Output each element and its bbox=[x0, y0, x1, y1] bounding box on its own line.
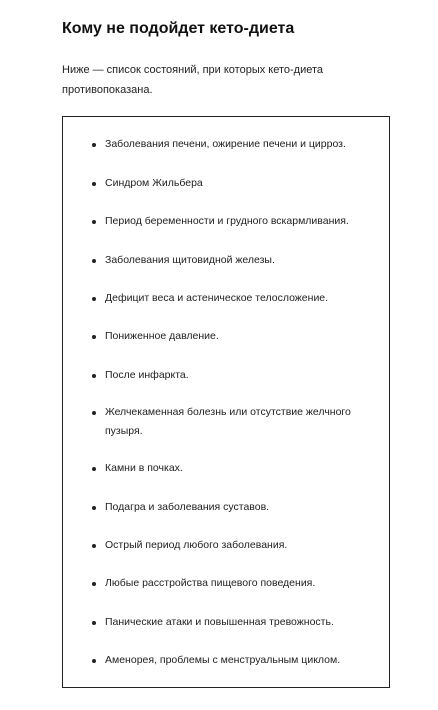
bullet-icon bbox=[92, 143, 96, 147]
bullet-icon bbox=[92, 621, 96, 625]
list-item bbox=[105, 327, 381, 346]
list-item bbox=[105, 613, 381, 632]
article-intro: Ниже — список состояний, при которых кето-диета противопоказана. bbox=[62, 64, 324, 96]
list-item bbox=[105, 135, 381, 154]
bullet-icon bbox=[92, 374, 96, 378]
list-item-text: Желчекаменная болезнь или отсутствие желчного пузыря. bbox=[105, 406, 351, 437]
list-item bbox=[105, 251, 381, 270]
article-title: Кому не подойдет кето-диета bbox=[62, 20, 295, 37]
list-item-text: Любые расстройства пищевого поведения. bbox=[105, 577, 316, 589]
list-item bbox=[105, 289, 381, 308]
list-item bbox=[105, 574, 381, 593]
bullet-icon bbox=[92, 297, 96, 301]
contraindications-box bbox=[62, 116, 390, 688]
list-item-text: Заболевания печени, ожирение печени и цирроз. bbox=[105, 138, 346, 150]
list-item bbox=[105, 174, 381, 193]
bullet-icon bbox=[92, 411, 96, 415]
list-item bbox=[105, 498, 381, 517]
list-item-text: После инфаркта. bbox=[105, 369, 189, 381]
list-item-text: Камни в почках. bbox=[105, 462, 183, 474]
bullet-icon bbox=[92, 659, 96, 663]
list-item-text: Пониженное давление. bbox=[105, 330, 219, 342]
list-item-text: Острый период любого заболевания. bbox=[105, 539, 288, 551]
list-item bbox=[105, 212, 381, 231]
list-item-text: Подагра и заболевания суставов. bbox=[105, 501, 270, 513]
bullet-icon bbox=[92, 506, 96, 510]
list-item-text: Дефицит веса и астеническое телосложение. bbox=[105, 292, 329, 304]
list-item-text: Период беременности и грудного вскармливания. bbox=[105, 215, 349, 227]
list-item bbox=[105, 366, 381, 385]
list-item-text: Синдром Жильбера bbox=[105, 177, 203, 189]
bullet-icon bbox=[92, 335, 96, 339]
bullet-icon bbox=[92, 259, 96, 263]
bullet-icon bbox=[92, 182, 96, 186]
list-item-text: Аменорея, проблемы с менструальным циклом. bbox=[105, 654, 341, 666]
bullet-icon bbox=[92, 220, 96, 224]
bullet-icon bbox=[92, 582, 96, 586]
bullet-icon bbox=[92, 544, 96, 548]
list-item bbox=[105, 403, 381, 441]
list-item bbox=[105, 651, 381, 670]
bullet-icon bbox=[92, 467, 96, 471]
list-item-text: Заболевания щитовидной железы. bbox=[105, 254, 275, 266]
list-item bbox=[105, 536, 381, 555]
list-item-text: Панические атаки и повышенная тревожность. bbox=[105, 616, 334, 628]
list-item bbox=[105, 459, 381, 478]
